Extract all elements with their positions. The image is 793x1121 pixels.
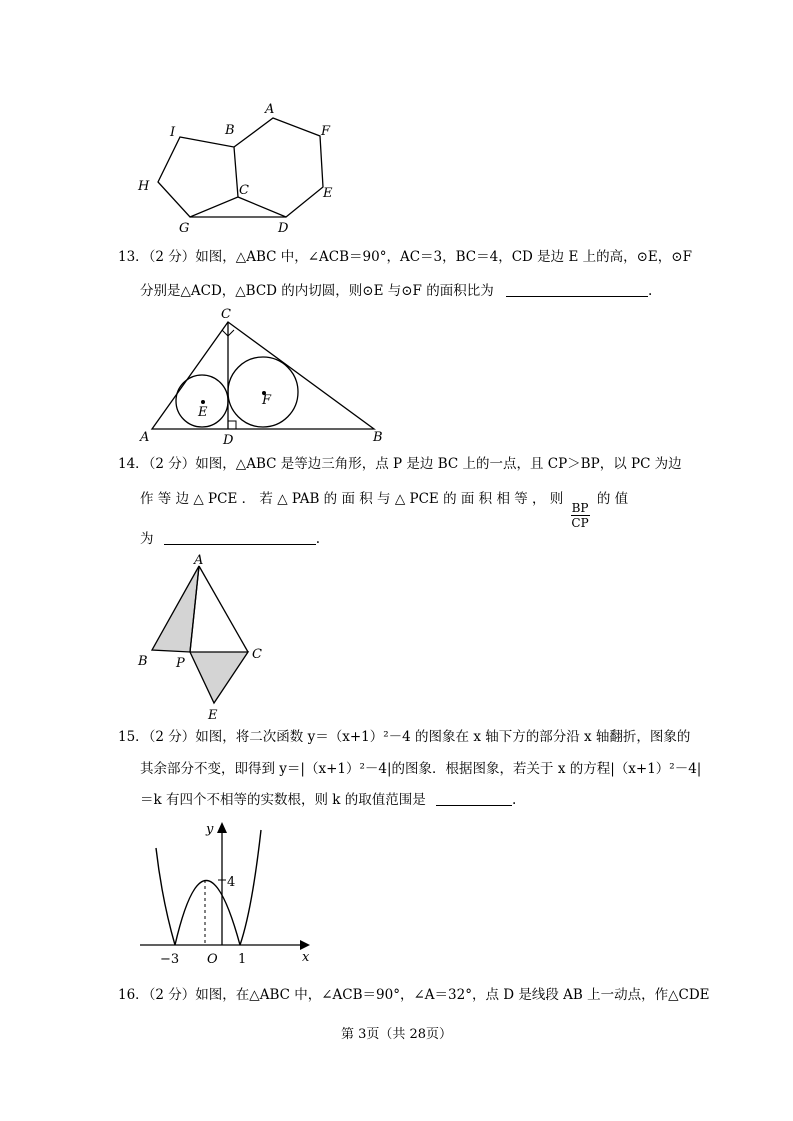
label-B: B xyxy=(138,654,148,669)
shaded-triangle-pce xyxy=(190,652,248,703)
q14-line3-text: 为 xyxy=(140,531,154,547)
q13-line2 xyxy=(140,282,652,300)
hexagon-outline xyxy=(234,118,323,217)
q15-line3-text: ＝k 有四个不相等的实数根，则 k 的取值范围是 xyxy=(140,792,426,808)
label-F: F xyxy=(321,124,331,139)
label-neg3: −3 xyxy=(160,952,180,967)
label-A: A xyxy=(140,430,150,445)
triangle-abc xyxy=(152,322,374,429)
q14-line3 xyxy=(140,530,320,548)
polygon-figure xyxy=(130,98,350,238)
q13-line1: 13．（2 分）如图，△ABC 中，∠ACB＝90°，AC＝3，BC＝4，CD 是边 E 上的高，⊙E，⊙F xyxy=(118,249,692,265)
label-B: B xyxy=(373,430,383,445)
q14-line2-text-a: 作 等 边 △ PCE ． 若 △ PAB 的 面 积 与 △ PCE 的 面 积 相 等 ， 则 xyxy=(140,491,564,507)
label-D: D xyxy=(223,433,234,448)
fraction-bp-over-cp xyxy=(571,501,590,530)
label-4: 4 xyxy=(227,875,236,890)
label-P: P xyxy=(176,656,185,671)
q14-end: . xyxy=(315,531,321,547)
x-axis-arrow xyxy=(300,940,310,950)
q14-line1: 14．（2 分）如图，△ABC 是等边三角形，点 P 是边 BC 上的一点，且 CP＞BP，以 PC 为边 xyxy=(118,456,682,472)
label-E: E xyxy=(323,186,333,201)
function-graph xyxy=(135,814,315,974)
label-E: E xyxy=(198,405,208,420)
segment-ac xyxy=(199,566,248,652)
label-y: y xyxy=(206,822,214,837)
q15-line3 xyxy=(140,791,516,809)
curve-hump xyxy=(175,881,240,946)
page-footer: 第 3页（共 28页） xyxy=(340,1027,453,1042)
label-C: C xyxy=(239,183,249,198)
label-A: A xyxy=(265,102,275,117)
right-angle-mark-d xyxy=(228,421,236,429)
label-A: A xyxy=(194,553,204,568)
label-G: G xyxy=(179,221,190,236)
center-e xyxy=(201,400,205,404)
label-I: I xyxy=(170,125,176,140)
curve-left-branch xyxy=(156,848,175,945)
q14-line2-text-b: 的 值 xyxy=(596,491,629,507)
label-C: C xyxy=(221,307,231,322)
equilateral-figure xyxy=(130,548,270,726)
pentagon-outline xyxy=(158,137,238,217)
q15-line2: 其余部分不变，即得到 y＝|（x+1）²－4|的图象．根据图象，若关于 x 的方程|（x+1）²－4| xyxy=(140,761,702,777)
label-C: C xyxy=(252,647,262,662)
q14-answer-blank[interactable] xyxy=(164,530,316,545)
y-axis-arrow xyxy=(217,822,227,833)
label-E: E xyxy=(208,708,218,723)
q16-line1: 16．（2 分）如图，在△ABC 中，∠ACB＝90°，∠A＝32°，点 D 是线段 AB 上一动点，作△CDE xyxy=(118,987,710,1003)
incircle-figure xyxy=(130,300,400,450)
q14-line2 xyxy=(140,490,628,530)
q13-answer-blank[interactable] xyxy=(506,282,648,297)
label-O: O xyxy=(207,952,218,967)
curve-right-branch xyxy=(240,830,261,945)
q15-end: . xyxy=(512,792,517,808)
label-1: 1 xyxy=(238,952,247,967)
label-D: D xyxy=(278,221,289,236)
q15-answer-blank[interactable] xyxy=(436,791,512,806)
label-B: B xyxy=(225,123,235,138)
fraction-denominator: CP xyxy=(571,516,589,530)
fraction-numerator: BP xyxy=(571,501,589,515)
q13-end: . xyxy=(648,283,653,299)
label-H: H xyxy=(138,179,150,194)
label-x: x xyxy=(302,950,310,965)
label-F: F xyxy=(262,393,272,408)
q15-line1: 15．（2 分）如图，将二次函数 y＝（x+1）²－4 的图象在 x 轴下方的部分沿 x 轴翻折，图象的 xyxy=(118,729,691,745)
q13-line2-text: 分别是△ACD，△BCD 的内切圆，则⊙E 与⊙F 的面积比为 xyxy=(140,283,494,299)
